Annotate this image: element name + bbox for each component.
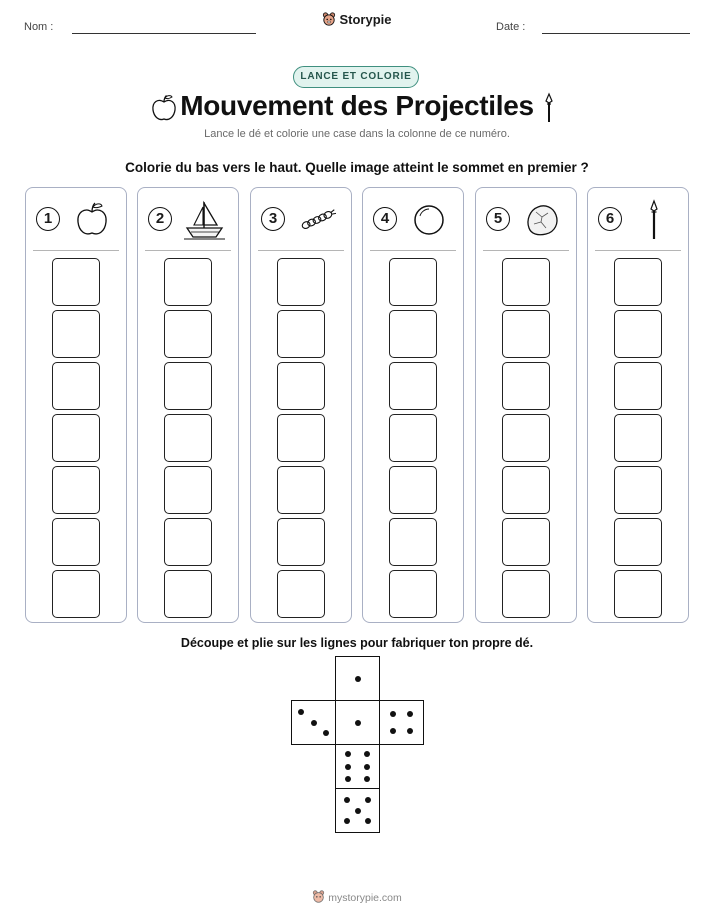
die-pip bbox=[364, 764, 370, 770]
column-6 bbox=[587, 187, 689, 623]
color-cell[interactable] bbox=[389, 414, 437, 462]
die-pip bbox=[323, 730, 329, 736]
color-cell[interactable] bbox=[389, 362, 437, 410]
column-number: 3 bbox=[261, 207, 285, 231]
die-pip bbox=[344, 797, 350, 803]
brand bbox=[0, 12, 714, 27]
color-cell[interactable] bbox=[52, 466, 100, 514]
column-number: 4 bbox=[373, 207, 397, 231]
color-cell[interactable] bbox=[614, 310, 662, 358]
column-4 bbox=[362, 187, 464, 623]
color-cell[interactable] bbox=[502, 258, 550, 306]
color-cell[interactable] bbox=[502, 570, 550, 618]
column-3 bbox=[250, 187, 352, 623]
color-cell[interactable] bbox=[164, 310, 212, 358]
rock-icon bbox=[520, 198, 564, 242]
ball-icon bbox=[407, 198, 451, 242]
die-pip bbox=[355, 676, 361, 682]
column-divider bbox=[33, 250, 119, 251]
die-pip bbox=[298, 709, 304, 715]
die-pip bbox=[364, 776, 370, 782]
color-cell[interactable] bbox=[277, 362, 325, 410]
die-pip bbox=[407, 711, 413, 717]
name-line bbox=[72, 33, 256, 34]
color-cell[interactable] bbox=[52, 570, 100, 618]
color-cell[interactable] bbox=[52, 414, 100, 462]
color-cell[interactable] bbox=[389, 258, 437, 306]
die-face-1 bbox=[335, 700, 380, 745]
column-number: 6 bbox=[598, 207, 622, 231]
storypie-logo-icon bbox=[312, 890, 325, 903]
die-face-5 bbox=[335, 788, 380, 833]
footer-url: mystorypie.com bbox=[328, 892, 402, 904]
die-pip bbox=[365, 797, 371, 803]
color-cell[interactable] bbox=[502, 362, 550, 410]
die-pip bbox=[355, 720, 361, 726]
color-cell[interactable] bbox=[277, 310, 325, 358]
color-cell[interactable] bbox=[502, 414, 550, 462]
name-label: Nom : bbox=[24, 21, 54, 33]
die-pip bbox=[390, 711, 396, 717]
color-cell[interactable] bbox=[164, 570, 212, 618]
footer bbox=[0, 890, 714, 904]
storypie-logo-icon bbox=[322, 12, 336, 26]
column-5 bbox=[475, 187, 577, 623]
die-face-3 bbox=[291, 700, 336, 745]
rope-icon bbox=[295, 198, 339, 242]
activity-badge: LANCE ET COLORIE bbox=[293, 66, 419, 88]
color-cell[interactable] bbox=[277, 466, 325, 514]
column-number: 5 bbox=[486, 207, 510, 231]
color-cell[interactable] bbox=[614, 466, 662, 514]
column-1 bbox=[25, 187, 127, 623]
spear-icon bbox=[533, 92, 565, 124]
color-cell[interactable] bbox=[52, 518, 100, 566]
die-pip bbox=[344, 818, 350, 824]
page-subtitle: Lance le dé et colorie une case dans la colonne de ce numéro. bbox=[204, 128, 510, 140]
die-face-6 bbox=[335, 744, 380, 789]
column-divider bbox=[595, 250, 681, 251]
color-cell[interactable] bbox=[502, 466, 550, 514]
date-label: Date : bbox=[496, 21, 526, 33]
color-cell[interactable] bbox=[164, 414, 212, 462]
color-cell[interactable] bbox=[52, 362, 100, 410]
coloring-instruction: Colorie du bas vers le haut. Quelle image atteint le sommet en premier ? bbox=[125, 160, 589, 175]
color-cell[interactable] bbox=[614, 258, 662, 306]
column-2 bbox=[137, 187, 239, 623]
sailboat-icon bbox=[182, 198, 226, 242]
color-cell[interactable] bbox=[614, 570, 662, 618]
color-cell[interactable] bbox=[277, 414, 325, 462]
dice-instruction: Découpe et plie sur les lignes pour fabriquer ton propre dé. bbox=[180, 636, 534, 650]
die-pip bbox=[365, 818, 371, 824]
apple-icon bbox=[70, 198, 114, 242]
die-pip bbox=[364, 751, 370, 757]
spear-icon bbox=[632, 198, 676, 242]
color-cell[interactable] bbox=[164, 518, 212, 566]
color-cell[interactable] bbox=[502, 310, 550, 358]
die-pip bbox=[345, 764, 351, 770]
column-number: 1 bbox=[36, 207, 60, 231]
brand-name: Storypie bbox=[339, 12, 392, 27]
color-cell[interactable] bbox=[389, 570, 437, 618]
color-cell[interactable] bbox=[502, 518, 550, 566]
page-title: Mouvement des Projectiles bbox=[180, 90, 534, 121]
color-cell[interactable] bbox=[277, 518, 325, 566]
die-pip bbox=[345, 776, 351, 782]
color-cell[interactable] bbox=[389, 518, 437, 566]
color-cell[interactable] bbox=[164, 466, 212, 514]
die-pip bbox=[355, 808, 361, 814]
die-face-4 bbox=[379, 700, 424, 745]
color-cell[interactable] bbox=[164, 258, 212, 306]
column-divider bbox=[370, 250, 456, 251]
column-divider bbox=[483, 250, 569, 251]
color-cell[interactable] bbox=[277, 570, 325, 618]
color-cell[interactable] bbox=[614, 362, 662, 410]
color-cell[interactable] bbox=[52, 258, 100, 306]
die-pip bbox=[407, 728, 413, 734]
color-cell[interactable] bbox=[389, 310, 437, 358]
die-pip bbox=[345, 751, 351, 757]
column-divider bbox=[145, 250, 231, 251]
color-cell[interactable] bbox=[164, 362, 212, 410]
column-number: 2 bbox=[148, 207, 172, 231]
die-face-1 bbox=[335, 656, 380, 701]
color-cell[interactable] bbox=[52, 310, 100, 358]
color-cell[interactable] bbox=[614, 518, 662, 566]
die-pip bbox=[390, 728, 396, 734]
color-cell[interactable] bbox=[389, 466, 437, 514]
date-line bbox=[542, 33, 690, 34]
color-cell[interactable] bbox=[277, 258, 325, 306]
die-pip bbox=[311, 720, 317, 726]
color-cell[interactable] bbox=[614, 414, 662, 462]
column-divider bbox=[258, 250, 344, 251]
